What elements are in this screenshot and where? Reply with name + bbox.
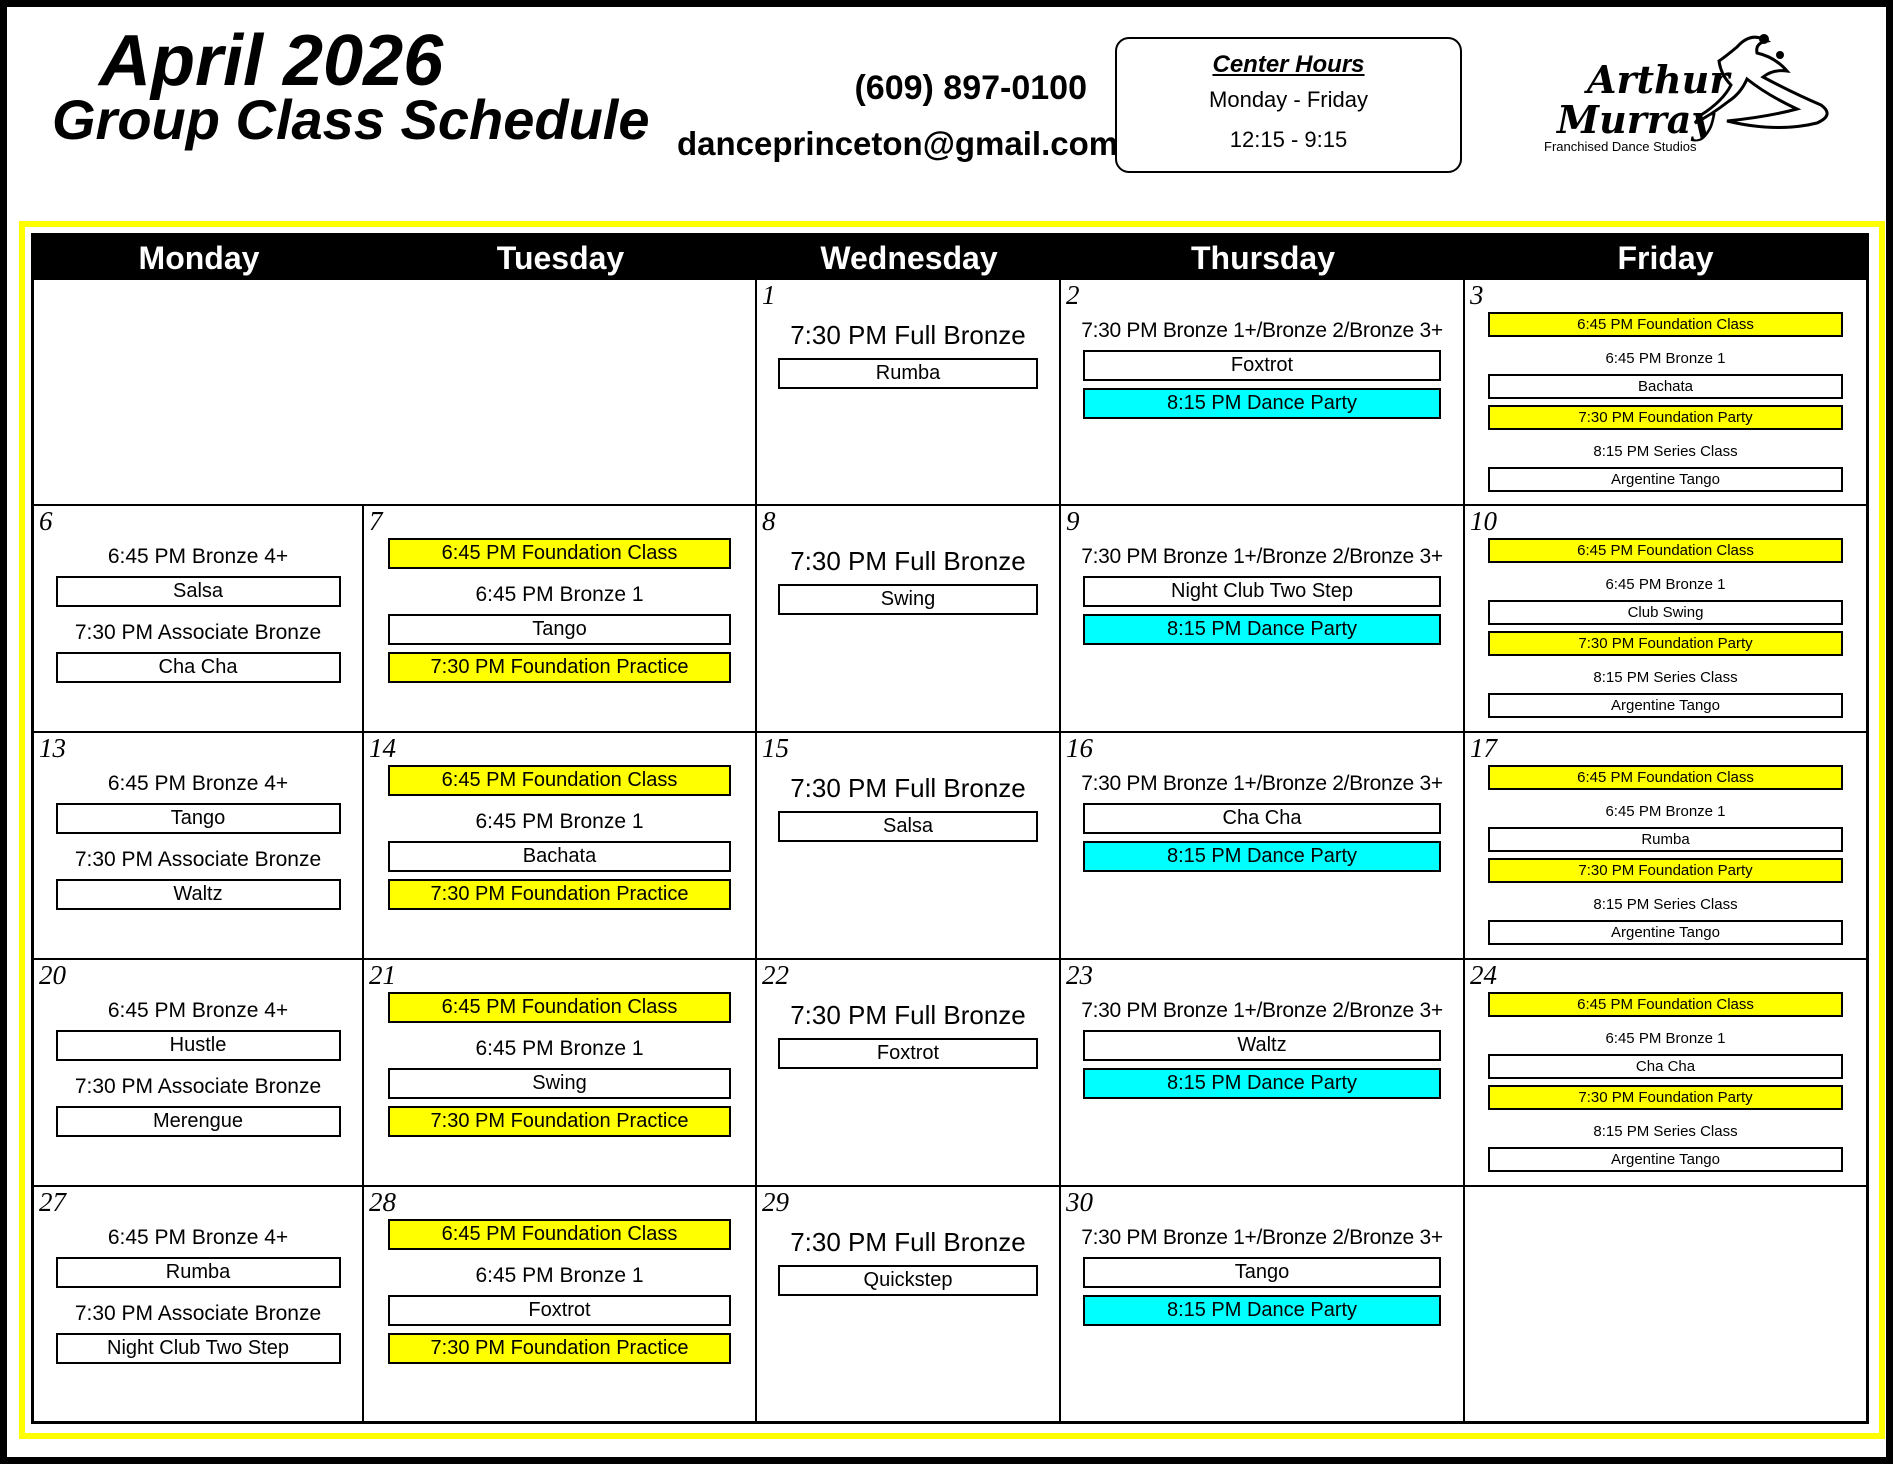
weekday-header-wednesday: Wednesday	[757, 236, 1061, 280]
foundation-badge: 6:45 PM Foundation Class	[388, 1219, 731, 1250]
foundation-badge: 6:45 PM Foundation Class	[388, 992, 731, 1023]
class-time: 7:30 PM Bronze 1+/Bronze 2/Bronze 3+	[1081, 1226, 1443, 1249]
logo-text-line1: Arthur	[1587, 57, 1730, 102]
calendar-day-6	[34, 506, 364, 733]
class-time: 6:45 PM Bronze 1	[1605, 1030, 1726, 1047]
center-hours-days: Monday - Friday	[1209, 87, 1368, 112]
class-time: 7:30 PM Bronze 1+/Bronze 2/Bronze 3+	[1081, 545, 1443, 568]
dance-party-badge: 8:15 PM Dance Party	[1083, 614, 1441, 645]
dance-style-box: Argentine Tango	[1488, 693, 1843, 718]
foundation-badge: 7:30 PM Foundation Party	[1488, 858, 1843, 883]
dance-style-box: Rumba	[1488, 827, 1843, 852]
email-address: danceprinceton@gmail.com	[677, 125, 1119, 162]
foundation-badge: 7:30 PM Foundation Party	[1488, 631, 1843, 656]
foundation-badge: 7:30 PM Foundation Practice	[388, 652, 731, 683]
class-time: 7:30 PM Full Bronze	[790, 1227, 1026, 1257]
calendar-cell-empty	[34, 280, 364, 506]
calendar-day-2	[1061, 280, 1465, 506]
center-hours-title: Center Hours	[1212, 51, 1365, 78]
dance-style-box: Swing	[388, 1068, 731, 1099]
class-time: 7:30 PM Full Bronze	[790, 546, 1026, 576]
dance-party-badge: 8:15 PM Dance Party	[1083, 1068, 1441, 1099]
dance-style-box: Waltz	[1083, 1030, 1441, 1061]
calendar-day-15	[757, 733, 1061, 960]
day-number: 13	[39, 733, 66, 763]
day-number: 2	[1066, 280, 1080, 310]
class-time: 6:45 PM Bronze 4+	[107, 545, 289, 568]
dance-style-box: Merengue	[56, 1106, 341, 1137]
foundation-badge: 7:30 PM Foundation Practice	[388, 1106, 731, 1137]
dance-style-box: Quickstep	[778, 1265, 1038, 1296]
day-number: 22	[762, 960, 789, 990]
day-number: 16	[1066, 733, 1093, 763]
calendar-day-22	[757, 960, 1061, 1187]
calendar-day-7	[364, 506, 757, 733]
foundation-badge: 6:45 PM Foundation Class	[1488, 312, 1843, 337]
calendar-day-14	[364, 733, 757, 960]
dance-style-box: Hustle	[56, 1030, 341, 1061]
day-number: 29	[762, 1187, 789, 1217]
foundation-badge: 6:45 PM Foundation Class	[388, 538, 731, 569]
calendar-day-27	[34, 1187, 364, 1421]
day-number: 6	[39, 506, 53, 536]
class-time: 7:30 PM Full Bronze	[790, 773, 1026, 803]
calendar-day-28	[364, 1187, 757, 1421]
dance-style-box: Bachata	[1488, 374, 1843, 399]
page-title: April 2026	[99, 21, 444, 101]
foundation-badge: 7:30 PM Foundation Party	[1488, 1085, 1843, 1110]
dance-style-box: Cha Cha	[1083, 803, 1441, 834]
class-time: 6:45 PM Bronze 1	[475, 810, 644, 833]
day-number: 10	[1470, 506, 1497, 536]
dance-style-box: Night Club Two Step	[1083, 576, 1441, 607]
class-time: 8:15 PM Series Class	[1593, 1123, 1738, 1140]
day-number: 3	[1470, 280, 1484, 310]
foundation-badge: 6:45 PM Foundation Class	[1488, 765, 1843, 790]
dance-style-box: Foxtrot	[388, 1295, 731, 1326]
dance-style-box: Tango	[388, 614, 731, 645]
foundation-badge: 7:30 PM Foundation Practice	[388, 879, 731, 910]
day-number: 28	[369, 1187, 396, 1217]
dance-style-box: Swing	[778, 584, 1038, 615]
calendar-day-30	[1061, 1187, 1465, 1421]
class-time: 8:15 PM Series Class	[1593, 669, 1738, 686]
class-time: 8:15 PM Series Class	[1593, 896, 1738, 913]
class-time: 6:45 PM Bronze 1	[475, 1037, 644, 1060]
calendar-day-10	[1465, 506, 1866, 733]
calendar-day-8	[757, 506, 1061, 733]
class-time: 7:30 PM Associate Bronze	[74, 1302, 322, 1325]
dance-style-box: Salsa	[56, 576, 341, 607]
dance-style-box: Waltz	[56, 879, 341, 910]
calendar-day-16	[1061, 733, 1465, 960]
foundation-badge: 7:30 PM Foundation Party	[1488, 405, 1843, 430]
dance-style-box: Night Club Two Step	[56, 1333, 341, 1364]
weekday-header-friday: Friday	[1465, 236, 1866, 280]
day-number: 30	[1066, 1187, 1093, 1217]
day-number: 21	[369, 960, 396, 990]
arthur-murray-logo	[1532, 29, 1852, 159]
day-number: 1	[762, 280, 776, 310]
class-time: 7:30 PM Full Bronze	[790, 320, 1026, 350]
day-number: 17	[1470, 733, 1497, 763]
foundation-badge: 6:45 PM Foundation Class	[1488, 538, 1843, 563]
class-time: 6:45 PM Bronze 4+	[107, 772, 289, 795]
class-time: 6:45 PM Bronze 4+	[107, 1226, 289, 1249]
day-number: 24	[1470, 960, 1497, 990]
calendar-day-17	[1465, 733, 1866, 960]
class-time: 7:30 PM Associate Bronze	[74, 848, 322, 871]
dance-style-box: Cha Cha	[56, 652, 341, 683]
calendar-grid	[31, 233, 1869, 1424]
dance-style-box: Rumba	[778, 358, 1038, 389]
class-time: 7:30 PM Bronze 1+/Bronze 2/Bronze 3+	[1081, 772, 1443, 795]
calendar-day-9	[1061, 506, 1465, 733]
class-time: 6:45 PM Bronze 1	[1605, 803, 1726, 820]
calendar-day-21	[364, 960, 757, 1187]
class-time: 6:45 PM Bronze 1	[475, 583, 644, 606]
center-hours-time: 12:15 - 9:15	[1229, 127, 1348, 152]
class-time: 7:30 PM Bronze 1+/Bronze 2/Bronze 3+	[1081, 999, 1443, 1022]
logo-subtitle: Franchised Dance Studios	[1544, 139, 1697, 154]
dance-style-box: Rumba	[56, 1257, 341, 1288]
class-time: 7:30 PM Associate Bronze	[74, 1075, 322, 1098]
day-number: 14	[369, 733, 396, 763]
day-number: 7	[369, 506, 383, 536]
weekday-header-thursday: Thursday	[1061, 236, 1465, 280]
dance-party-badge: 8:15 PM Dance Party	[1083, 388, 1441, 419]
dance-style-box: Argentine Tango	[1488, 467, 1843, 492]
calendar-cell-empty	[1465, 1187, 1866, 1421]
class-time: 7:30 PM Bronze 1+/Bronze 2/Bronze 3+	[1081, 319, 1443, 342]
dance-style-box: Tango	[56, 803, 341, 834]
dance-style-box: Foxtrot	[1083, 350, 1441, 381]
calendar-cell-empty	[364, 280, 757, 506]
class-time: 7:30 PM Associate Bronze	[74, 621, 322, 644]
dance-style-box: Bachata	[388, 841, 731, 872]
day-number: 27	[39, 1187, 66, 1217]
weekday-header-monday: Monday	[34, 236, 364, 280]
calendar-day-1	[757, 280, 1061, 506]
dance-style-box: Foxtrot	[778, 1038, 1038, 1069]
center-hours-box	[1115, 37, 1462, 173]
weekday-header-tuesday: Tuesday	[364, 236, 757, 280]
day-number: 20	[39, 960, 66, 990]
calendar-day-29	[757, 1187, 1061, 1421]
foundation-badge: 6:45 PM Foundation Class	[388, 765, 731, 796]
day-number: 15	[762, 733, 789, 763]
class-time: 6:45 PM Bronze 1	[1605, 576, 1726, 593]
dance-style-box: Argentine Tango	[1488, 920, 1843, 945]
day-number: 9	[1066, 506, 1080, 536]
dance-style-box: Club Swing	[1488, 600, 1843, 625]
class-time: 6:45 PM Bronze 4+	[107, 999, 289, 1022]
class-time: 7:30 PM Full Bronze	[790, 1000, 1026, 1030]
day-number: 8	[762, 506, 776, 536]
dance-style-box: Argentine Tango	[1488, 1147, 1843, 1172]
dance-party-badge: 8:15 PM Dance Party	[1083, 1295, 1441, 1326]
calendar-day-20	[34, 960, 364, 1187]
dance-style-box: Salsa	[778, 811, 1038, 842]
foundation-badge: 6:45 PM Foundation Class	[1488, 992, 1843, 1017]
dance-party-badge: 8:15 PM Dance Party	[1083, 841, 1441, 872]
day-number: 23	[1066, 960, 1093, 990]
dance-style-box: Cha Cha	[1488, 1054, 1843, 1079]
calendar-day-23	[1061, 960, 1465, 1187]
class-time: 8:15 PM Series Class	[1593, 443, 1738, 460]
logo-text-line2: Murray	[1557, 97, 1714, 142]
class-time: 6:45 PM Bronze 1	[1605, 350, 1726, 367]
page-subtitle: Group Class Schedule	[52, 88, 650, 151]
phone-number: (609) 897-0100	[854, 69, 1087, 107]
calendar-day-3	[1465, 280, 1866, 506]
class-time: 6:45 PM Bronze 1	[475, 1264, 644, 1287]
calendar-day-13	[34, 733, 364, 960]
dance-style-box: Tango	[1083, 1257, 1441, 1288]
calendar-day-24	[1465, 960, 1866, 1187]
foundation-badge: 7:30 PM Foundation Practice	[388, 1333, 731, 1364]
